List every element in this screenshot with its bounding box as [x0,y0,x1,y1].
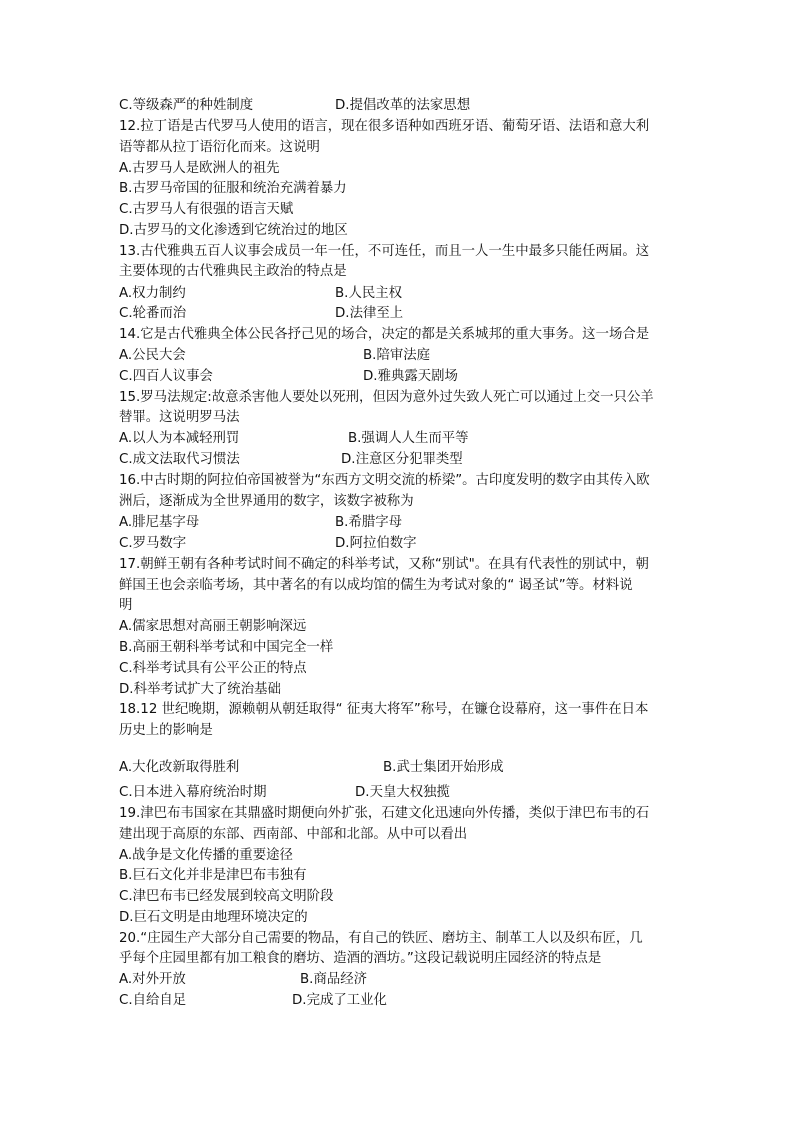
q12-option-a: A.古罗马人是欧洲人的祖先 [119,161,280,176]
q16-option-c: C.罗马数字 [119,536,187,551]
q18-option-a: A.大化改新取得胜利 [119,760,240,775]
q15-option-b: B.强调人人生而平等 [348,431,469,446]
q15-stem-line-1: 15.罗马法规定:故意杀害他人要处以死刑，但因为意外过失致人死亡可以通过上交一只公羊 [119,390,654,405]
q11-option-d: D.提倡改革的法家思想 [335,98,471,113]
q19-stem-line-1: 19.津巴布韦国家在其鼎盛时期便向外扩张，石建文化迅速向外传播，类似于津巴布韦的石 [119,806,650,821]
q15-option-d: D.注意区分犯罪类型 [341,452,463,467]
q15-stem-line-2: 替罪。这说明罗马法 [119,410,240,425]
q14-option-d: D.雅典露天剧场 [363,369,458,384]
q13-stem-line-2: 主要体现的古代雅典民主政治的特点是 [119,264,347,279]
q11-option-c: C.等级森严的种姓制度 [119,98,254,113]
q12-stem-line-2: 语等都从拉丁语衍化而来。这说明 [119,140,320,155]
q12-option-d: D.古罗马的文化渗透到它统治过的地区 [119,223,348,238]
q16-option-b: B.希腊字母 [335,515,403,530]
q18-stem-line-1: 18.12 世纪晚期，源赖朝从朝廷取得“ 征夷大将军”称号，在镰仓设幕府，这一事件在日本 [119,702,649,717]
q18-option-b: B.武士集团开始形成 [383,760,504,775]
q13-option-a: A.权力制约 [119,286,186,301]
q15-option-c: C.成文法取代习惯法 [119,452,240,467]
q17-stem-line-1: 17.朝鲜王朝有各种考试时间不确定的科举考试，又称“别试"。在具有代表性的别试中，朝 [119,557,649,572]
q17-option-c: C.科举考试具有公平公正的特点 [119,661,307,676]
q17-option-d: D.科举考试扩大了统治基础 [119,682,281,697]
q13-stem-line-1: 13.古代雅典五百人议事会成员一年一任，不可连任，而且一人一生中最多只能任两届。这 [119,244,650,259]
q20-option-c: C.自给自足 [119,993,187,1008]
q18-stem-line-2: 历史上的影响是 [119,723,213,738]
q16-stem-line-2: 洲后，逐渐成为全世界通用的数字，该数字被称为 [119,494,414,509]
q19-option-b: B.巨石文化并非是津巴布韦独有 [119,868,307,883]
q12-stem-line-1: 12.拉丁语是古代罗马人使用的语言，现在很多语种如西班牙语、葡萄牙语、法语和意大利 [119,119,650,134]
q17-option-a: A.儒家思想对高丽王朝影响深远 [119,619,307,634]
q13-option-b: B.人民主权 [335,286,403,301]
q12-option-b: B.古罗马帝国的征服和统治充满着暴力 [119,181,347,196]
q14-option-b: B.陪审法庭 [363,348,431,363]
q13-option-c: C.轮番而治 [119,306,187,321]
q19-option-d: D.巨石文明是由地理环境决定的 [119,910,308,925]
q16-stem-line-1: 16.中古时期的阿拉伯帝国被誉为“东西方文明交流的桥梁”。古印度发明的数字由其传入欧 [119,473,650,488]
q17-option-b: B.高丽王朝科举考试和中国完全一样 [119,640,334,655]
q17-stem-line-3: 明 [119,598,133,613]
q19-option-a: A.战争是文化传播的重要途径 [119,848,293,863]
q19-stem-line-2: 建出现于高原的东部、西南部、中部和北部。从中可以看出 [119,827,468,842]
q14-option-c: C.四百人议事会 [119,369,213,384]
q14-option-a: A.公民大会 [119,348,186,363]
q16-option-a: A.腓尼基字母 [119,515,200,530]
q19-option-c: C.津巴布韦已经发展到较高文明阶段 [119,889,334,904]
q17-stem-line-2: 鲜国王也会亲临考场，其中著名的有以成均馆的儒生为考试对象的“ 谒圣试”等。材料说 [119,578,633,593]
q20-option-b: B.商品经济 [300,972,368,987]
q20-option-d: D.完成了工业化 [292,993,387,1008]
q16-option-d: D.阿拉伯数字 [335,536,417,551]
q20-option-a: A.对外开放 [119,972,186,987]
q20-stem-line-2: 乎每个庄园里都有加工粮食的磨坊、造酒的酒坊。”这段记载说明庄园经济的特点是 [119,951,602,966]
q18-option-d: D.天皇大权独揽 [355,785,450,800]
q15-option-a: A.以人为本减轻刑罚 [119,431,240,446]
q14-stem-line-1: 14.它是古代雅典全体公民各抒己见的场合，决定的都是关系城邦的重大事务。这一场合是 [119,327,650,342]
q12-option-c: C.古罗马人有很强的语言天赋 [119,202,294,217]
q18-option-c: C.日本进入幕府统治时期 [119,785,267,800]
q20-stem-line-1: 20.“庄园生产大部分自己需要的物品，有自己的铁匠、磨坊主、制革工人以及织布匠，几 [119,931,643,946]
q13-option-d: D.法律至上 [335,306,404,321]
